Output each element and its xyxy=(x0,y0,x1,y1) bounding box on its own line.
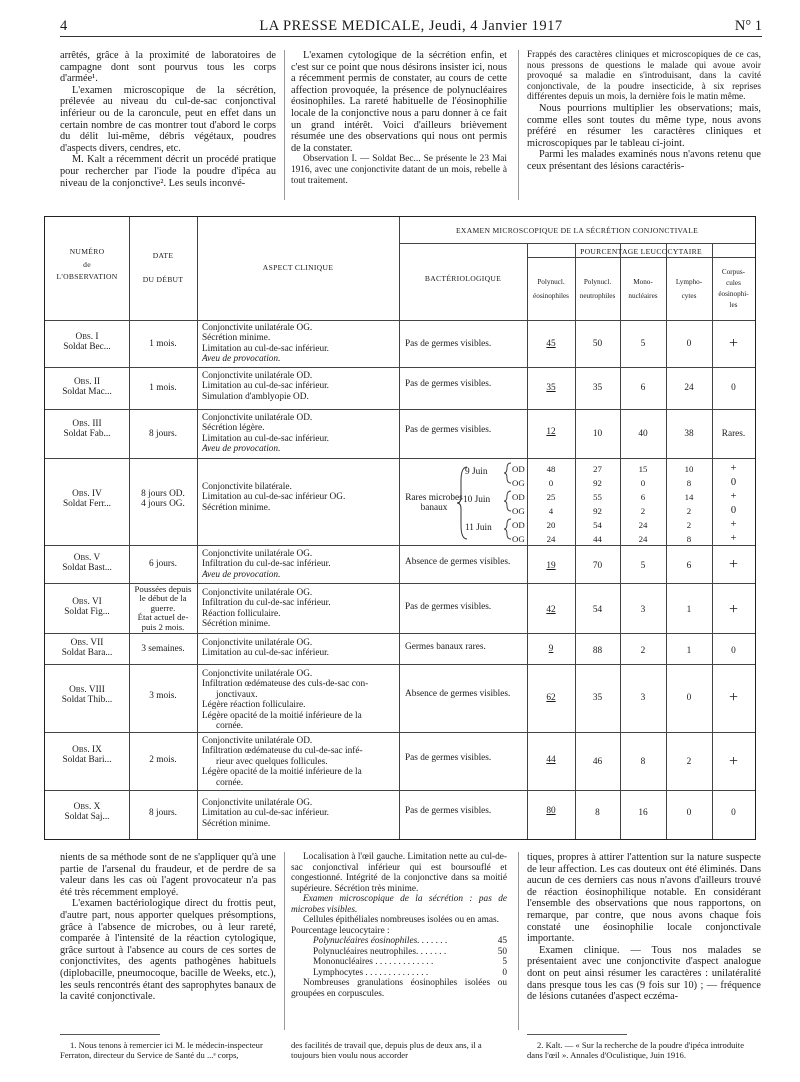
count-value: 45 xyxy=(497,936,507,946)
obs-aspect xyxy=(202,482,397,513)
count-value: 50 xyxy=(497,946,507,957)
aspect-line: jonctivaux. xyxy=(216,689,258,700)
count-row xyxy=(313,947,507,958)
obs-date: 3 mois. xyxy=(149,691,177,701)
obs-date: 6 jours. xyxy=(149,559,177,569)
obs-aspect xyxy=(202,798,397,829)
val-eosino: 4 xyxy=(548,506,554,516)
val-neutro: 46 xyxy=(592,757,603,767)
grid-line xyxy=(527,257,755,258)
eye-label: OD xyxy=(512,464,525,474)
val-lympho: 6 xyxy=(686,561,692,571)
paragraph: Frappés des caractères cliniques et microscopiques de ce cas, nous pressons de questions le malade qui avoue avoir provoqué sa maladie en s'introduisant, dans la cavité conjonctivale, de la poudre insecticide, à six reprises différentes depuis un mois, la dernière fois le matin même. xyxy=(527,50,761,103)
obs-bact: Pas de germes visibles. xyxy=(405,379,492,389)
val-lympho: 38 xyxy=(684,429,694,439)
aspect-line: Conjonctivite unilatérale OG. xyxy=(202,549,313,559)
header-text: Mono- xyxy=(633,278,653,286)
row-line xyxy=(45,458,755,459)
date-line: État actuel de- xyxy=(137,612,189,623)
val-eosino: 0 xyxy=(548,478,554,488)
obs-date: 3 semaines. xyxy=(141,644,185,654)
obs-number: Obs. VII xyxy=(70,638,104,648)
val-mono: 2 xyxy=(640,506,646,516)
obs-label xyxy=(45,597,129,618)
aspect-line: Limitation au cul-de-sac inférieur. xyxy=(202,808,330,819)
aspect-line: Conjonctivite unilatérale OG. xyxy=(202,798,313,808)
obs-aspect xyxy=(202,638,397,659)
count-label: Polynucléaires neutrophiles. . . . . . . xyxy=(313,946,447,957)
val-lympho: 2 xyxy=(686,520,692,530)
count-value: 5 xyxy=(502,957,507,967)
val-eosino: 48 xyxy=(546,464,556,474)
paragraph: Nombreuses granulations éosinophiles isolées ou groupées en corpuscules. xyxy=(291,978,507,999)
observation-paragraph: Observation I. — Soldat Bec... Se présente le 23 Mai 1916, avec une conjonctivite datant de un mois, rebelle à tout traitement. xyxy=(291,154,507,186)
obs-date xyxy=(129,489,197,510)
obs-bact: Rares microbes banaux xyxy=(405,493,463,514)
aspect-line: Limitation au cul-de-sac inférieur. xyxy=(202,648,330,659)
val-neutro: 88 xyxy=(592,646,603,656)
paragraph: Examen clinique. — Tous nos malades se présentaient avec une conjonctivite d'aspect analogue dont on peut ainsi résumer les caractères : unilatéralité dans presque tous les cas (9 fois sur 10) ; — fréquence de lésions cutanées d'aspect eczéma- xyxy=(527,944,761,1003)
footnote-1-continued: des facilités de travail que, depuis plus de deux ans, il a toujours bien voulu nous accorder xyxy=(291,1040,482,1060)
val-neutro-list xyxy=(575,462,620,546)
eye-label: OG xyxy=(512,506,525,516)
obs-name: Soldat Bari... xyxy=(62,755,112,766)
header-mono xyxy=(620,275,666,303)
eye-labels xyxy=(512,462,525,546)
val-mono: 3 xyxy=(640,693,646,703)
header-poly-neutro xyxy=(575,275,620,303)
header-date xyxy=(129,251,197,284)
header-text: les xyxy=(729,301,738,309)
val-eosino-list xyxy=(527,462,575,546)
date-line: le début de la xyxy=(139,593,187,604)
obs-aspect xyxy=(202,669,397,731)
header-text: Polynucl. xyxy=(537,278,565,286)
eye-label: OD xyxy=(512,492,525,502)
paragraph: M. Kalt a récemment décrit un procédé pratique pour rechercher par l'iode la poudre d'ipéca au niveau de la conjonctive². Les seuls inconvé- xyxy=(60,154,276,189)
val-lympho: 2 xyxy=(686,757,692,767)
obs-label xyxy=(45,685,129,706)
obs-number: Obs. I xyxy=(75,332,99,342)
date-line: Poussées depuis xyxy=(134,584,192,594)
val-mono: 2 xyxy=(640,646,646,656)
obs-aspect xyxy=(202,736,397,788)
val-eosino: 44 xyxy=(546,755,556,765)
header-text: nucléaires xyxy=(628,292,658,300)
count-value: 0 xyxy=(502,967,507,978)
paragraph: Cellules épithéliales nombreuses isolées ou en amas. xyxy=(303,915,499,925)
bottom-column-2 xyxy=(291,852,507,999)
date-line: 8 jours OD. xyxy=(141,489,185,499)
aspect-line: Légère opacité de la moitié inférieure de la xyxy=(202,767,362,778)
obs-number: Obs. II xyxy=(73,377,101,387)
val-lympho: 14 xyxy=(684,492,694,502)
val-neutro: 50 xyxy=(592,339,603,349)
paragraph: Localisation à l'œil gauche. Limitation nette au cul-de-sac conjonctival inférieur qui est boursouflé et congestionné. Intégrité de la conjonctive dans sa moitié supérieure. Sécrétion très minime. xyxy=(291,852,507,894)
val-mono: 6 xyxy=(640,492,646,502)
obs-label xyxy=(45,332,129,353)
eye-label: OG xyxy=(512,534,525,544)
grid-line xyxy=(45,320,755,321)
val-mono: 3 xyxy=(640,605,646,615)
val-mono: 24 xyxy=(638,520,648,530)
header-text: cules xyxy=(726,279,741,287)
column-divider xyxy=(284,852,285,1030)
val-neutro: 10 xyxy=(592,429,603,439)
aspect-line: Sécrétion légère. xyxy=(202,423,265,434)
val-neutro: 35 xyxy=(592,383,603,393)
aspect-line: Infiltration œdémateuse du cul-de-sac infé- xyxy=(202,746,363,757)
date-line: 4 jours OG. xyxy=(141,499,185,510)
aspect-line: Conjonctivite bilatérale. xyxy=(202,482,292,492)
val-lympho: 8 xyxy=(686,478,692,488)
obs-aspect xyxy=(202,371,397,402)
header-text: neutrophiles xyxy=(579,292,616,300)
obs-number: Obs. VIII xyxy=(69,685,105,695)
aspect-line: Sécrétion minime. xyxy=(202,333,271,344)
obs-date: 8 jours. xyxy=(149,429,177,439)
val-mono: 8 xyxy=(640,757,646,767)
aspect-line: Sécrétion minime. xyxy=(202,619,271,630)
paragraph: Pourcentage leucocytaire : xyxy=(291,925,390,936)
val-eosino: 42 xyxy=(546,605,556,615)
obs-label xyxy=(45,553,129,574)
obs-aspect xyxy=(202,323,397,365)
bottom-column-3 xyxy=(527,852,761,1003)
val-neutro: 92 xyxy=(593,506,602,516)
header-bacteriologique: BACTÉRIOLOGIQUE xyxy=(424,274,502,283)
eye-label: OD xyxy=(512,520,525,530)
obs-number: Obs. IV xyxy=(72,489,102,499)
paragraph: Nous pourrions multiplier les observations; mais, comme elles sont toutes du même type, nous avons préféré en résumer les caractères cliniques et microscopiques par le tableau ci-joint. xyxy=(527,102,761,149)
header-text: éosinophiles xyxy=(533,292,569,300)
aspect-line: Légère opacité de la moitié inférieure de la xyxy=(202,710,362,721)
obs-label xyxy=(45,419,129,440)
header-text: NUMÉRO xyxy=(69,247,105,256)
obs-name: Soldat Fab... xyxy=(63,429,111,440)
obs-bact: Pas de germes visibles. xyxy=(405,425,492,435)
val-neutro: 70 xyxy=(592,561,603,571)
header-text: DATE xyxy=(152,251,174,260)
val-neutro: 92 xyxy=(593,478,602,488)
obs-number: Obs. III xyxy=(72,419,102,429)
val-corpuscules: + xyxy=(730,491,737,502)
val-corpuscules: + xyxy=(728,335,739,352)
top-column-1 xyxy=(60,50,276,189)
val-corpuscules: 0 xyxy=(730,477,737,488)
header-text: de xyxy=(83,259,91,269)
aspect-line: rieur avec quelques follicules. xyxy=(216,756,328,767)
row-line xyxy=(45,790,755,791)
grid-line xyxy=(399,217,400,839)
count-row xyxy=(313,936,507,947)
aspect-line: Simulation d'amblyopie OD. xyxy=(202,391,309,402)
obs-date: 2 mois. xyxy=(149,755,177,765)
header-poly-eosino xyxy=(527,275,575,303)
aspect-line: Limitation au cul-de-sac inférieur. xyxy=(202,433,330,444)
day-label: 9 Juin xyxy=(465,467,488,477)
obs-label xyxy=(45,377,129,398)
val-neutro: 54 xyxy=(593,520,602,530)
footnote-rule xyxy=(527,1034,627,1035)
val-lympho: 24 xyxy=(684,383,694,393)
val-mono-list xyxy=(620,462,666,546)
column-divider xyxy=(518,50,519,200)
val-lympho-list xyxy=(666,462,712,546)
count-label: Lymphocytes . . . . . . . . . . . . . . xyxy=(313,967,429,978)
obs-name: Soldat Ferr... xyxy=(62,499,112,510)
val-mono: 40 xyxy=(638,429,648,439)
val-lympho: 1 xyxy=(686,646,692,656)
header-text: Polynucl. xyxy=(583,278,612,286)
header-observation-number xyxy=(45,247,129,282)
aspect-line: Légère réaction folliculaire. xyxy=(202,700,306,711)
obs-number: Obs. X xyxy=(73,802,101,812)
grid-line xyxy=(399,243,755,244)
row-line xyxy=(45,633,755,634)
header-text: DU DÉBUT xyxy=(142,274,184,284)
val-mono: 6 xyxy=(640,383,646,393)
column-divider xyxy=(284,50,285,200)
val-neutro: 44 xyxy=(593,534,602,544)
obs-name: Soldat Thib... xyxy=(61,695,113,706)
aspect-line: Aveu de provocation. xyxy=(202,354,281,365)
row-line xyxy=(45,664,755,665)
paragraph: tiques, propres à attirer l'attention sur la nature suspecte de leur affection. Les cas douteux ont été éliminés. Dans aucun de ces derniers cas nous n'avons d'ailleurs trouvé de réaction éosinophilique notable. En considérant l'ensemble des observations que nous rapportons, on remarque, par contre, que nous avons chaque fois constaté une éosinophilie locale conjonctivale importante. xyxy=(527,852,761,945)
count-row xyxy=(313,957,507,968)
day-label: 10 Juin xyxy=(463,495,491,505)
paragraph: arrêtés, grâce à la proximité de laboratoires de campagne dont sont pourvus tous les corps d'armée¹. xyxy=(60,50,276,85)
top-column-3 xyxy=(527,50,761,173)
obs-number: Obs. V xyxy=(73,553,101,563)
val-eosino: 24 xyxy=(546,534,556,544)
obs-date: 8 jours. xyxy=(149,808,177,818)
journal-title: LA PRESSE MEDICALE, Jeudi, 4 Janvier 1917 xyxy=(259,18,563,34)
aspect-line: Sécrétion minime. xyxy=(202,502,271,513)
aspect-line: Limitation au cul-de-sac inférieur OG. xyxy=(202,492,346,503)
obs-name: Soldat Mac... xyxy=(62,387,112,398)
val-neutro: 54 xyxy=(592,605,603,615)
obs-label xyxy=(45,802,129,823)
aspect-line: Conjonctivite unilatérale OG. xyxy=(202,588,313,598)
obs-date xyxy=(129,585,197,632)
leucocyte-counts xyxy=(291,936,507,978)
aspect-line: Conjonctivite unilatérale OG. xyxy=(202,669,313,679)
obs-name: Soldat Bec... xyxy=(63,342,111,353)
grid-line xyxy=(129,217,130,839)
aspect-line: Sécrétion minime. xyxy=(202,818,271,829)
val-lympho: 0 xyxy=(686,339,692,349)
obs-label xyxy=(45,489,129,510)
val-lympho: 2 xyxy=(686,506,692,516)
val-lympho: 10 xyxy=(684,464,694,474)
column-divider xyxy=(518,852,519,1030)
val-mono: 0 xyxy=(640,478,646,488)
aspect-line: Aveu de provocation. xyxy=(202,569,281,580)
val-corpuscules: + xyxy=(728,556,739,573)
obs-bact: Absence de germes visibles. xyxy=(405,689,511,699)
obs-aspect xyxy=(202,413,397,455)
obs-bact: Pas de germes visibles. xyxy=(405,753,492,763)
count-label: Mononucléaires . . . . . . . . . . . . . xyxy=(313,957,434,967)
val-corpuscules: 0 xyxy=(731,808,736,818)
row-line xyxy=(45,732,755,733)
obs-bact: Pas de germes visibles. xyxy=(405,806,492,816)
val-neutro: 35 xyxy=(592,693,603,703)
grid-line xyxy=(197,217,198,839)
val-mono: 24 xyxy=(638,534,648,544)
val-eosino: 25 xyxy=(546,492,556,502)
val-lympho: 0 xyxy=(686,693,692,703)
page-number: 4 xyxy=(60,18,68,34)
count-label: Polynucléaires éosinophiles. . . . . . . xyxy=(313,936,448,946)
val-neutro: 27 xyxy=(593,464,602,474)
header-corpuscules xyxy=(712,267,755,311)
val-eosino: 19 xyxy=(546,561,556,571)
obs-name: Soldat Fig... xyxy=(64,607,110,618)
observation-table xyxy=(44,216,756,840)
aspect-line: Infiltration du cul-de-sac inférieur. xyxy=(202,559,331,570)
val-eosino: 12 xyxy=(546,427,556,437)
footnote-2: 2. Kalt. — « Sur la recherche de la poudre d'ipéca introduite dans l'œil ». Annales d'Oculistique, Juin 1916. xyxy=(527,1040,745,1060)
obs-aspect xyxy=(202,549,397,580)
obs-bact: Germes banaux rares. xyxy=(405,642,486,652)
aspect-line: Aveu de provocation. xyxy=(202,444,281,455)
val-mono: 15 xyxy=(638,464,648,474)
eye-label: OG xyxy=(512,478,525,488)
row-line xyxy=(45,409,755,410)
header-aspect-clinique: ASPECT CLINIQUE xyxy=(262,263,334,272)
obs-name: Soldat Bara... xyxy=(61,648,113,659)
paragraph: nients de sa méthode sont de ne s'appliquer qu'à une partie de l'arsenal du fraudeur, et de perdre de sa valeur dans les cas où l'agent provocateur n'a pas été très récemment employé. xyxy=(60,852,276,898)
obs-label xyxy=(45,745,129,766)
aspect-line: Conjonctivite unilatérale OG. xyxy=(202,323,313,333)
page-header xyxy=(60,18,762,37)
val-corpuscules: + xyxy=(730,519,737,530)
val-corpuscules: 0 xyxy=(731,646,736,656)
header-text: cytes xyxy=(681,292,697,300)
paragraph: L'examen cytologique de la sécrétion enfin, et c'est sur ce point que nous désirons insister ici, nous a récemment permis de constater, au cours de cette affection provoquée, la présence de polynucléaires éosinophiles. La rareté habituelle de l'éosinophilie locale de la conjonctive nous a paru donner à ce fait un grand intérêt. Voici d'ailleurs brièvement résumée une des observations qui nous ont permis de la constater. xyxy=(291,50,507,154)
val-mono: 5 xyxy=(640,561,646,571)
val-lympho: 1 xyxy=(686,605,692,615)
val-neutro: 8 xyxy=(595,808,600,818)
aspect-line: Conjonctivite unilatérale OG. xyxy=(202,638,313,648)
paragraph: Examen microscopique de la sécrétion : pas de microbes visibles. xyxy=(291,894,507,915)
aspect-line: Conjonctivite unilatérale OD. xyxy=(202,413,313,423)
footnote-rule xyxy=(60,1034,160,1035)
header-text: Lympho- xyxy=(675,278,703,286)
header-text: Corpus- xyxy=(721,268,746,276)
obs-bact: Pas de germes visibles. xyxy=(405,339,492,349)
count-row xyxy=(313,968,507,979)
val-corpuscules: + xyxy=(728,753,739,770)
val-corpuscules: + xyxy=(730,533,737,544)
val-lympho: 8 xyxy=(686,534,692,544)
header-text: éosinophi- xyxy=(718,290,749,298)
footnote-1: 1. Nous tenons à remercier ici M. le médecin-inspecteur Ferraton, directeur du Service de Santé du ...ᵉ corps, xyxy=(60,1040,263,1060)
aspect-line: cornée. xyxy=(216,777,244,788)
header-pourcentage: POURCENTAGE LEUCOCYTAIRE xyxy=(580,247,702,256)
val-eosino: 62 xyxy=(546,693,556,703)
date-line: puis 2 mois. xyxy=(141,621,185,632)
val-corpuscules: + xyxy=(728,601,739,618)
val-neutro: 55 xyxy=(593,492,602,502)
aspect-line: Conjonctivite unilatérale OD. xyxy=(202,371,313,381)
day-label: 11 Juin xyxy=(465,523,492,533)
paragraph: Parmi les malades examinés nous n'avons retenu que ceux présentant des lésions caractéris- xyxy=(527,149,761,172)
date-line: guerre. xyxy=(150,602,176,613)
paragraph: L'examen microscopique de la sécrétion, prélevée au niveau du cul-de-sac conjonctival inférieur ou de la caroncule, peut en effet dans un certain nombre de cas montrer tout d'abord le corps du délit lui-même, débris végétaux, poudres d'aspects divers, cendres, etc. xyxy=(60,84,276,154)
val-corpuscules: + xyxy=(730,463,737,474)
bottom-column-1 xyxy=(60,852,276,1003)
obs-name: Soldat Bast... xyxy=(62,563,112,574)
val-corpuscules: + xyxy=(728,689,739,706)
val-lympho: 0 xyxy=(686,808,692,818)
val-mono: 16 xyxy=(638,808,648,818)
issue-number: N° 1 xyxy=(734,18,762,34)
val-corpuscules: 0 xyxy=(731,383,736,393)
obs-bact: Absence de germes visibles. xyxy=(405,557,511,567)
val-eosino: 20 xyxy=(546,520,556,530)
paragraph: L'examen bactériologique direct du frottis peut, d'autre part, nous apporter quelques présomptions, grâce à l'absence de microbes, ou à leur rareté, comparée à l'intensité de la réaction cytologique, grâce surtout à l'absence au cours de ces sortes de conjonctivites, des agents pathogènes habituels (diplobacille, pneumocoque, bacille de Weeks, etc.), les seuls rencontrés étant des saprophytes banaux de la cavité conjonctivale. xyxy=(60,898,276,1003)
val-corpuscules-list xyxy=(712,462,755,546)
obs-name: Soldat Saj... xyxy=(64,812,110,823)
header-examen-microscopique: EXAMEN MICROSCOPIQUE DE LA SÉCRÉTION CONJONCTIVALE xyxy=(455,226,699,235)
aspect-line: Limitation au cul-de-sac inférieur. xyxy=(202,343,330,354)
obs-aspect xyxy=(202,588,397,630)
header-lympho xyxy=(666,275,712,303)
val-eosino: 80 xyxy=(546,806,556,816)
obs-bact: Pas de germes visibles. xyxy=(405,602,492,612)
obs-date: 1 mois. xyxy=(149,339,177,349)
val-eosino: 35 xyxy=(546,383,556,393)
aspect-line: Réaction folliculaire. xyxy=(202,608,281,619)
val-eosino: 45 xyxy=(546,339,556,349)
obs-number: Obs. IX xyxy=(72,745,102,755)
aspect-line: Infiltration œdémateuse des culs-de-sac con- xyxy=(202,679,369,690)
obs-number: Obs. VI xyxy=(72,597,102,607)
aspect-line: Conjonctivite unilatérale OD. xyxy=(202,736,313,746)
header-text: L'OBSERVATION xyxy=(56,272,118,281)
obs-label xyxy=(45,638,129,659)
aspect-line: Infiltration du cul-de-sac inférieur. xyxy=(202,598,331,609)
val-corpuscules: Rares. xyxy=(721,429,746,439)
aspect-line: cornée. xyxy=(216,721,244,732)
val-eosino: 9 xyxy=(548,644,554,654)
top-column-2 xyxy=(291,50,507,186)
row-line xyxy=(45,367,755,368)
aspect-line: Limitation au cul-de-sac inférieur. xyxy=(202,381,330,392)
val-corpuscules: 0 xyxy=(730,505,737,516)
val-mono: 5 xyxy=(640,339,646,349)
obs-date: 1 mois. xyxy=(149,383,177,393)
